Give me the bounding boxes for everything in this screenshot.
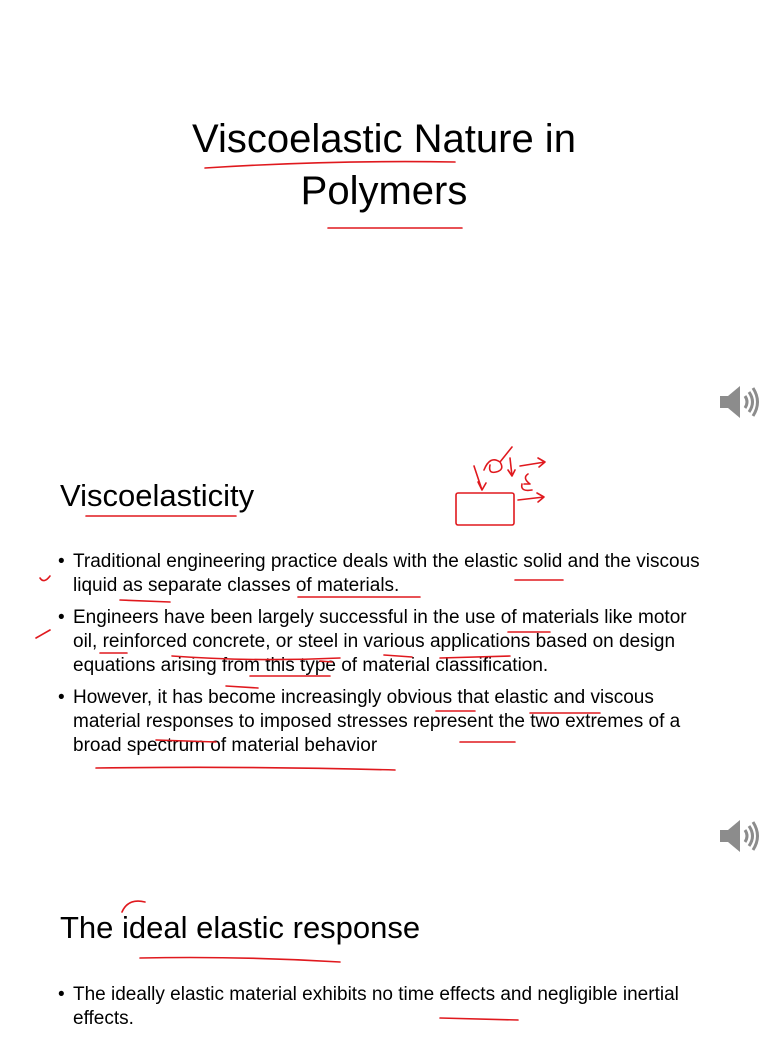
slide-heading: Viscoelasticity xyxy=(60,478,255,513)
slide-heading: The ideal elastic response xyxy=(60,910,421,945)
list-item: • The ideally elastic material exhibits no time effects and negligible inertial effects. xyxy=(58,983,708,1031)
bullet-list xyxy=(58,983,708,1039)
slide-title-line2: Polymers xyxy=(300,169,468,213)
list-item: • Engineers have been largely successful in the use of materials like motor oil, reinforced concrete, or steel in various applications based on design equations arising from this type of material classification. xyxy=(58,606,708,678)
slide-title-line1: Viscoelastic Nature in xyxy=(192,117,576,161)
list-item: • However, it has become increasingly obvious that elastic and viscous material responses to imposed stresses represent the two extremes of a broad spectrum of material behavior xyxy=(58,686,708,758)
list-item: • Traditional engineering practice deals with the elastic solid and the viscous liquid as separate classes of materials. xyxy=(58,550,708,598)
